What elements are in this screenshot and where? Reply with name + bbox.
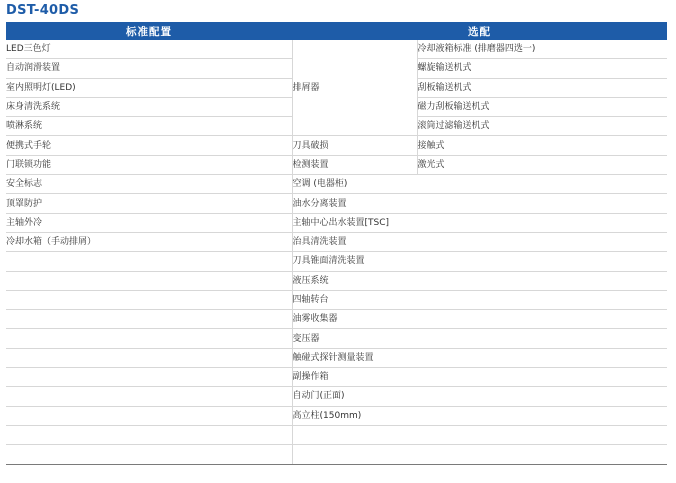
chip-conveyor-option: 滚筒过滤输送机式: [417, 117, 667, 136]
optional-item-empty: [292, 445, 667, 464]
optional-item: 高立柱(150mm): [292, 406, 667, 425]
standard-item-empty: [6, 310, 292, 329]
table-row: [6, 213, 667, 232]
optional-item: 变压器: [292, 329, 667, 348]
chip-conveyor-option: 磁力刮板输送机式: [417, 97, 667, 116]
standard-item: 自动润滑装置: [6, 59, 292, 78]
standard-item-empty: [6, 252, 292, 271]
table-row: [6, 310, 667, 329]
standard-item: 床身清洗系统: [6, 97, 292, 116]
standard-item: 便携式手轮: [6, 136, 292, 155]
tool-break-option: 激光式: [417, 155, 667, 174]
optional-item-empty: [292, 425, 667, 444]
tool-break-option: 接触式: [417, 136, 667, 155]
table-row: [6, 290, 667, 309]
chip-conveyor-option: 螺旋输送机式: [417, 59, 667, 78]
standard-item: 室内照明灯(LED): [6, 78, 292, 97]
table-row: [6, 175, 667, 194]
standard-item-empty: [6, 406, 292, 425]
optional-config-header: 选配: [292, 22, 667, 40]
optional-item: 治具清洗装置: [292, 232, 667, 251]
optional-item: 四轴转台: [292, 290, 667, 309]
table-row: [6, 252, 667, 271]
optional-item: 刀具锥面清洗装置: [292, 252, 667, 271]
standard-item-empty: [6, 387, 292, 406]
chip-conveyor-option: 刮板输送机式: [417, 78, 667, 97]
standard-item: LED三色灯: [6, 40, 292, 59]
optional-item: 副操作箱: [292, 368, 667, 387]
tool-break-label-1: 刀具破损: [292, 136, 417, 155]
optional-item: 主轴中心出水装置[TSC]: [292, 213, 667, 232]
table-row: [6, 329, 667, 348]
configuration-table: [6, 22, 667, 465]
optional-item: 油雾收集器: [292, 310, 667, 329]
tool-break-label-2: 检测装置: [292, 155, 417, 174]
standard-item-empty: [6, 445, 292, 464]
optional-item: 油水分离装置: [292, 194, 667, 213]
optional-item: 空调 (电器柜): [292, 175, 667, 194]
table-row: [6, 368, 667, 387]
standard-item: 主轴外冷: [6, 213, 292, 232]
table-row: [6, 348, 667, 367]
table-row: [6, 194, 667, 213]
standard-item: 喷淋系统: [6, 117, 292, 136]
table-row: [6, 387, 667, 406]
standard-item-empty: [6, 425, 292, 444]
standard-item: 门联锁功能: [6, 155, 292, 174]
optional-item: 自动门(正面): [292, 387, 667, 406]
table-row: [6, 155, 667, 174]
table-row: [6, 40, 667, 59]
table-row: [6, 445, 667, 464]
standard-config-header: 标准配置: [6, 22, 292, 40]
table-row: [6, 136, 667, 155]
standard-item-empty: [6, 348, 292, 367]
standard-item: 安全标志: [6, 175, 292, 194]
standard-item-empty: [6, 368, 292, 387]
model-title: DST-40DS: [6, 3, 80, 18]
standard-item-empty: [6, 329, 292, 348]
standard-item-empty: [6, 290, 292, 309]
chip-conveyor-label: 排屑器: [292, 40, 417, 136]
chip-conveyor-option: 冷却液箱标准 (排磨器四选一): [417, 40, 667, 59]
table-row: [6, 232, 667, 251]
table-row: [6, 406, 667, 425]
table-row: [6, 425, 667, 444]
optional-item: 液压系统: [292, 271, 667, 290]
standard-item: 冷却水箱（手动排屑）: [6, 232, 292, 251]
standard-item: 顶罩防护: [6, 194, 292, 213]
table-header-row: [6, 22, 667, 40]
standard-item-empty: [6, 271, 292, 290]
optional-item: 触碰式探针测量装置: [292, 348, 667, 367]
table-row: [6, 271, 667, 290]
